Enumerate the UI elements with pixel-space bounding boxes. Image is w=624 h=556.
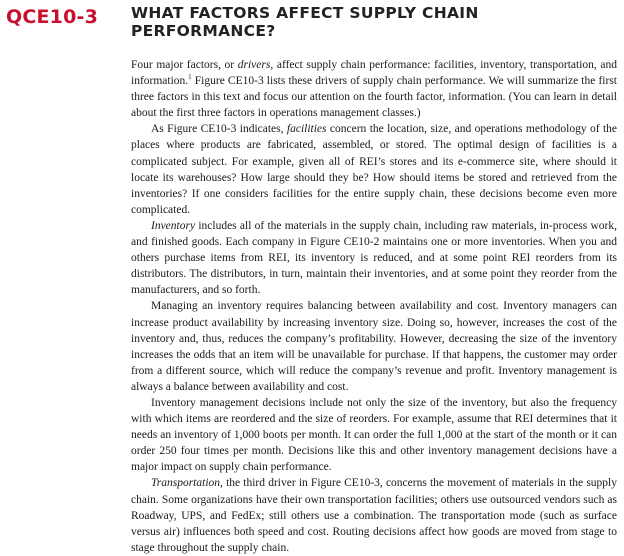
section-header: [0, 2, 624, 46]
paragraph: [131, 298, 617, 395]
paragraph: [131, 121, 617, 218]
text-run: concern the location, size, and operations methodology of the places where products are fabricated, assembled, or stored. The optimal design of facilities is a complicated subject. For example, given all of REI’s stores and its e-commerce site, where should it locate its warehouses? How large should they be? How should items be stored and retrieved from the inventories? If one considers facilities for the entire supply chain, these decisions become even more complicated.: [131, 123, 617, 216]
paragraph: [131, 395, 617, 475]
paragraph: [131, 218, 617, 298]
text-run: Managing an inventory requires balancing between availability and cost. Inventory managers can increase product availability by increasing inventory size. Doing so, however, increases the cost of the inventory and, thus, reduces the company’s profitability. However, decreasing the size of the inventory increases the odds that an item will be unavailable for purchase. If that happens, the customer may order from a different source, which will reduce the company’s revenue and profit. Inventory management is always a balance between availability and cost.: [131, 300, 617, 393]
text-run: , affect supply chain performance: facilities, inventory, transportation, and information.: [131, 59, 618, 88]
section-title: WHAT FACTORS AFFECT SUPPLY CHAIN PERFORMANCE?: [131, 4, 479, 40]
body-text: [131, 57, 617, 556]
text-run: Figure CE10-3 lists these drivers of supply chain performance. We will summarize the first three factors in this text and focus our attention on the fourth factor, information. (You can learn in detail about the first three factors in operations management classes.): [131, 75, 617, 120]
text-run: As Figure CE10-3 indicates,: [151, 123, 287, 136]
text-run: , the third driver in Figure CE10-3, concerns the movement of materials in the supply chain. Some organizations have their own transportation facilities; others use outsourced vendors such as Roadway, UPS, and FedEx; still others use a combination. The transportation mode (such as surface versus air) influences both speed and cost. Routing decisions affect how goods are moved from stage to stage throughout the supply chain.: [131, 477, 617, 554]
text-run: Inventory management decisions include not only the size of the inventory, but also the frequency with which items are reordered and the size of reorders. For example, assume that REI determines that it needs an inventory of 1,000 boots per month. It can order the full 1,000 at the start of the month or it can order 250 four times per month. Decisions like this and other inventory management decisions have a major impact on supply chain performance.: [131, 396, 617, 474]
section-label: QCE10-3: [6, 6, 99, 28]
footnote-ref: 1: [188, 73, 192, 82]
emphasis-term: Inventory: [151, 219, 196, 232]
paragraph: [131, 475, 617, 555]
text-run: includes all of the materials in the supply chain, including raw materials, in-process work, and finished goods. Each company in Figure CE10-2 maintains one or more inventories. When you and others purchase items from REI, its inventory is reduced, and at some point REI reorders from its distributors. The distributors, in turn, maintain their inventories, and at some point they reorder from the manufacturers, and so forth.: [131, 219, 617, 297]
emphasis-term: facilities: [286, 123, 327, 136]
text-run: Four major factors, or: [131, 59, 238, 71]
emphasis-term: drivers: [237, 59, 271, 71]
paragraph: [131, 57, 617, 121]
emphasis-term: Transportation: [151, 477, 221, 490]
